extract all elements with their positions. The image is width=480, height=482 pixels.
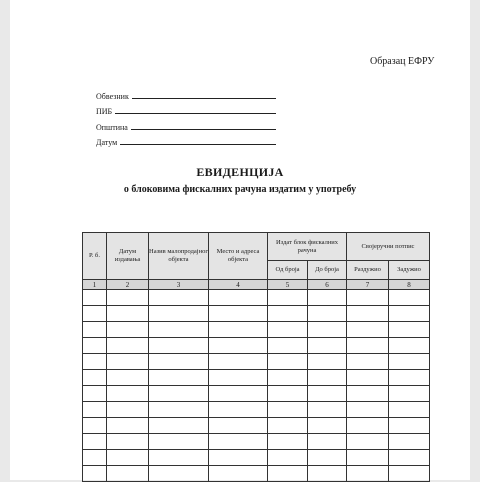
table-cell[interactable] — [83, 402, 107, 418]
table-cell[interactable] — [209, 418, 268, 434]
table-cell[interactable] — [389, 466, 430, 482]
column-number: 2 — [107, 280, 149, 290]
table-cell[interactable] — [149, 434, 209, 450]
table-cell[interactable] — [149, 418, 209, 434]
entry-rows — [83, 290, 430, 482]
col-received: Задужио — [389, 261, 430, 280]
table-row — [83, 386, 430, 402]
column-number: 8 — [389, 280, 430, 290]
col-handed-over: Раздужио — [347, 261, 389, 280]
column-number: 1 — [83, 280, 107, 290]
table-cell[interactable] — [149, 402, 209, 418]
table-cell[interactable] — [107, 466, 149, 482]
table-cell[interactable] — [308, 418, 347, 434]
col-signature: Својеручни потпис — [347, 233, 430, 261]
table-cell[interactable] — [347, 386, 389, 402]
table-cell[interactable] — [308, 290, 347, 306]
table-cell[interactable] — [389, 338, 430, 354]
table-cell[interactable] — [209, 386, 268, 402]
table-row — [83, 418, 430, 434]
header-fields — [96, 85, 296, 147]
table-cell[interactable] — [308, 322, 347, 338]
table-cell[interactable] — [83, 370, 107, 386]
table-cell[interactable] — [83, 354, 107, 370]
col-rb: Р. б. — [83, 233, 107, 280]
table-cell[interactable] — [389, 418, 430, 434]
table-cell[interactable] — [149, 322, 209, 338]
table-cell[interactable] — [83, 338, 107, 354]
table-row — [83, 354, 430, 370]
table-cell[interactable] — [83, 418, 107, 434]
table-cell[interactable] — [209, 434, 268, 450]
date-label: Датум — [96, 138, 118, 147]
table-cell[interactable] — [83, 386, 107, 402]
table-cell[interactable] — [389, 322, 430, 338]
pib-label: ПИБ — [96, 107, 113, 116]
table-row — [83, 306, 430, 322]
col-store-name: Назив малопродајног објекта — [149, 233, 209, 280]
table-cell[interactable] — [107, 322, 149, 338]
table-cell[interactable] — [347, 290, 389, 306]
table-cell[interactable] — [347, 370, 389, 386]
col-address: Место и адреса објекта — [209, 233, 268, 280]
column-number: 3 — [149, 280, 209, 290]
table-cell[interactable] — [209, 466, 268, 482]
table-cell[interactable] — [149, 466, 209, 482]
table-cell[interactable] — [83, 450, 107, 466]
table-cell[interactable] — [149, 354, 209, 370]
table-cell[interactable] — [83, 322, 107, 338]
table-cell[interactable] — [83, 306, 107, 322]
col-from-number: Од броја — [268, 261, 308, 280]
form-code: Образац ЕФРУ — [370, 56, 435, 67]
table-cell[interactable] — [107, 418, 149, 434]
table-cell[interactable] — [389, 354, 430, 370]
table-cell[interactable] — [107, 370, 149, 386]
table-cell[interactable] — [347, 322, 389, 338]
pib-field[interactable] — [96, 101, 296, 117]
table-cell[interactable] — [149, 290, 209, 306]
table-cell[interactable] — [209, 322, 268, 338]
table-cell[interactable] — [268, 370, 308, 386]
table-cell[interactable] — [268, 434, 308, 450]
column-number: 5 — [268, 280, 308, 290]
table-cell[interactable] — [308, 370, 347, 386]
table-row — [83, 370, 430, 386]
table-cell[interactable] — [308, 338, 347, 354]
page-subtitle: о блоковима фискалних рачуна издатим у употребу — [123, 184, 357, 195]
table-cell[interactable] — [268, 322, 308, 338]
table-cell[interactable] — [83, 290, 107, 306]
column-number-row — [83, 280, 430, 290]
table-cell[interactable] — [389, 290, 430, 306]
table-cell[interactable] — [268, 290, 308, 306]
table-cell[interactable] — [268, 338, 308, 354]
table-cell[interactable] — [347, 450, 389, 466]
table-cell[interactable] — [347, 418, 389, 434]
table-cell[interactable] — [347, 466, 389, 482]
col-to-number: До броја — [308, 261, 347, 280]
table-cell[interactable] — [268, 466, 308, 482]
table-cell[interactable] — [389, 370, 430, 386]
table-row — [83, 322, 430, 338]
table-cell[interactable] — [389, 386, 430, 402]
municipality-line[interactable] — [131, 129, 276, 130]
table-row — [83, 434, 430, 450]
table-cell[interactable] — [268, 450, 308, 466]
table-cell[interactable] — [268, 306, 308, 322]
date-field[interactable] — [96, 132, 296, 148]
table-cell[interactable] — [83, 434, 107, 450]
table-cell[interactable] — [389, 434, 430, 450]
municipality-field[interactable] — [96, 116, 296, 132]
table-cell[interactable] — [83, 466, 107, 482]
table-cell[interactable] — [209, 450, 268, 466]
table-cell[interactable] — [308, 402, 347, 418]
table-cell[interactable] — [308, 386, 347, 402]
table-cell[interactable] — [107, 306, 149, 322]
table-cell[interactable] — [308, 466, 347, 482]
table-cell[interactable] — [149, 306, 209, 322]
table-cell[interactable] — [209, 370, 268, 386]
table-cell[interactable] — [389, 450, 430, 466]
table-cell[interactable] — [149, 370, 209, 386]
table-cell[interactable] — [107, 402, 149, 418]
table-row — [83, 402, 430, 418]
table-row — [83, 466, 430, 482]
table-cell[interactable] — [107, 354, 149, 370]
table-cell[interactable] — [347, 402, 389, 418]
table-cell[interactable] — [308, 354, 347, 370]
table-cell[interactable] — [107, 450, 149, 466]
table-cell[interactable] — [149, 450, 209, 466]
table-cell[interactable] — [209, 354, 268, 370]
table-cell[interactable] — [347, 434, 389, 450]
table-cell[interactable] — [209, 306, 268, 322]
pib-line[interactable] — [115, 113, 276, 114]
taxpayer-line[interactable] — [132, 98, 276, 99]
table-cell[interactable] — [268, 386, 308, 402]
table-cell[interactable] — [308, 306, 347, 322]
register-table — [82, 232, 430, 482]
table-cell[interactable] — [149, 386, 209, 402]
table-cell[interactable] — [209, 402, 268, 418]
table-cell[interactable] — [107, 434, 149, 450]
table-cell[interactable] — [389, 402, 430, 418]
municipality-label: Општина — [96, 122, 128, 132]
table-cell[interactable] — [347, 338, 389, 354]
taxpayer-label: Обвезник — [96, 91, 129, 101]
table-cell[interactable] — [268, 402, 308, 418]
col-date: Датум издавања — [107, 233, 149, 280]
col-block-issued: Издат блок фискалних рачуна — [268, 233, 347, 261]
table-row — [83, 290, 430, 306]
table-row — [83, 338, 430, 354]
table-cell[interactable] — [107, 386, 149, 402]
table-cell[interactable] — [107, 338, 149, 354]
table-cell[interactable] — [107, 290, 149, 306]
table-cell[interactable] — [347, 354, 389, 370]
column-number: 7 — [347, 280, 389, 290]
column-number: 4 — [209, 280, 268, 290]
table-cell[interactable] — [209, 338, 268, 354]
table-cell[interactable] — [308, 450, 347, 466]
table-cell[interactable] — [209, 290, 268, 306]
table-cell[interactable] — [268, 418, 308, 434]
table-cell[interactable] — [347, 306, 389, 322]
table-cell[interactable] — [268, 354, 308, 370]
table-cell[interactable] — [149, 338, 209, 354]
table-cell[interactable] — [308, 434, 347, 450]
table-cell[interactable] — [389, 306, 430, 322]
column-number: 6 — [308, 280, 347, 290]
date-line[interactable] — [120, 144, 276, 145]
page-title: ЕВИДЕНЦИЈА — [196, 165, 284, 179]
taxpayer-field[interactable] — [96, 85, 296, 101]
table-row — [83, 450, 430, 466]
